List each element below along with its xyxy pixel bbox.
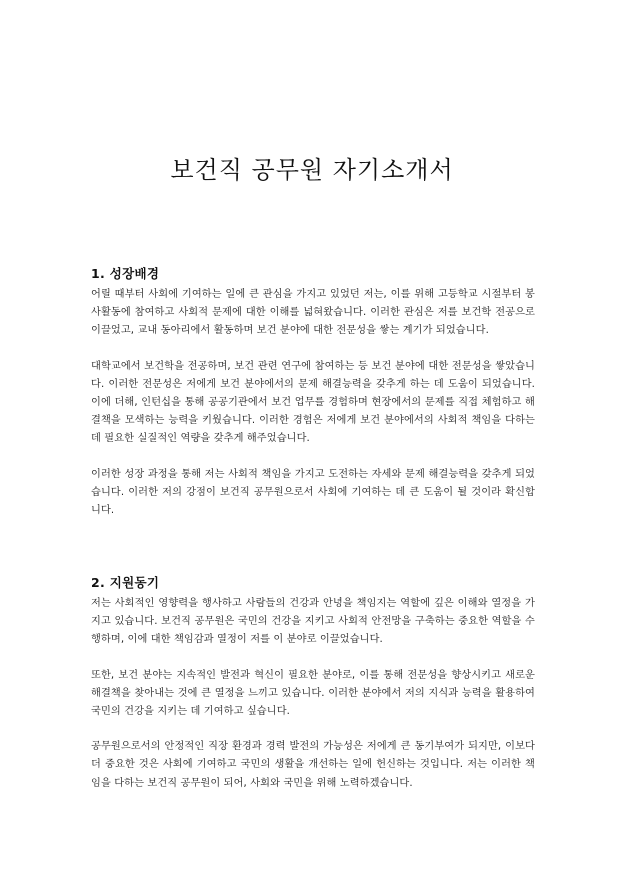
section-motivation [91, 573, 535, 810]
paragraph: 저는 사회적인 영향력을 행사하고 사람들의 건강과 안녕을 책임지는 역할에 깊은 이해와 열정을 가지고 있습니다. 보건직 공무원은 국민의 건강을 지키고 사회적 안전망을 구축하는 중요한 역할을 수행하며, 이에 대한 책임감과 열정이 저를 이 분야로 이끌었습니다. [91, 598, 535, 646]
paragraph: 또한, 보건 분야는 지속적인 발전과 혁신이 필요한 분야로, 이를 통해 전문성을 향상시키고 새로운 해결책을 찾아내는 것에 큰 열정을 느끼고 있습니다. 이러한 분야에서 저의 지식과 능력을 활용하여 국민의 건강을 지키는 데 기여하고 싶습니다. [91, 669, 535, 718]
paragraph: 대학교에서 보건학을 전공하며, 보건 관련 연구에 참여하는 등 보건 분야에 대한 전문성을 쌓았습니다. 이러한 전문성은 저에게 보건 분야에서의 문제 해결능력을 갖추게 하는 데 도움이 되었습니다. 이에 더해, 인턴십을 통해 공공기관에서 보건 업무를 경험하며 현장에서의 문제를 직접 체험하고 해결책을 모색하는 능력을 키웠습니다. 이러한 경험은 저에게 보건 분야에서의 사회적 책임을 다하는 데 필요한 실질적인 역량을 갖추게 해주었습니다. [91, 360, 535, 445]
section-heading: 2. 지원동기 [91, 575, 160, 590]
paragraph: 이러한 성장 과정을 통해 저는 사회적 책임을 가지고 도전하는 자세와 문제 해결능력을 갖추게 되었습니다. 이러한 저의 강점이 보건직 공무원으로서 사회에 기여하는 데 큰 도움이 될 것이라 확신합니다. [91, 468, 535, 517]
paragraph: 어릴 때부터 사회에 기여하는 일에 큰 관심을 가지고 있었던 저는, 이를 위해 고등학교 시절부터 봉사활동에 참여하고 사회적 문제에 대한 이해를 넓혀왔습니다. 이러한 관심은 저를 보건학 전공으로 이끌었고, 교내 동아리에서 활동하며 보건 분야에 대한 전문성을 쌓는 계기가 되었습니다. [91, 289, 535, 337]
section-heading: 1. 성장배경 [91, 266, 160, 281]
paragraph: 공무원으로서의 안정적인 직장 환경과 경력 발전의 가능성은 저에게 큰 동기부여가 되지만, 이보다 더 중요한 것은 사회에 기여하고 국민의 생활을 개선하는 일에 헌신하는 것입니다. 저는 이러한 책임을 다하는 보건직 공무원이 되어, 사회와 국민을 위해 노력하겠습니다. [91, 741, 535, 789]
document-title: 보건직 공무원 자기소개서 [170, 156, 454, 184]
section-growth-background [91, 264, 535, 537]
